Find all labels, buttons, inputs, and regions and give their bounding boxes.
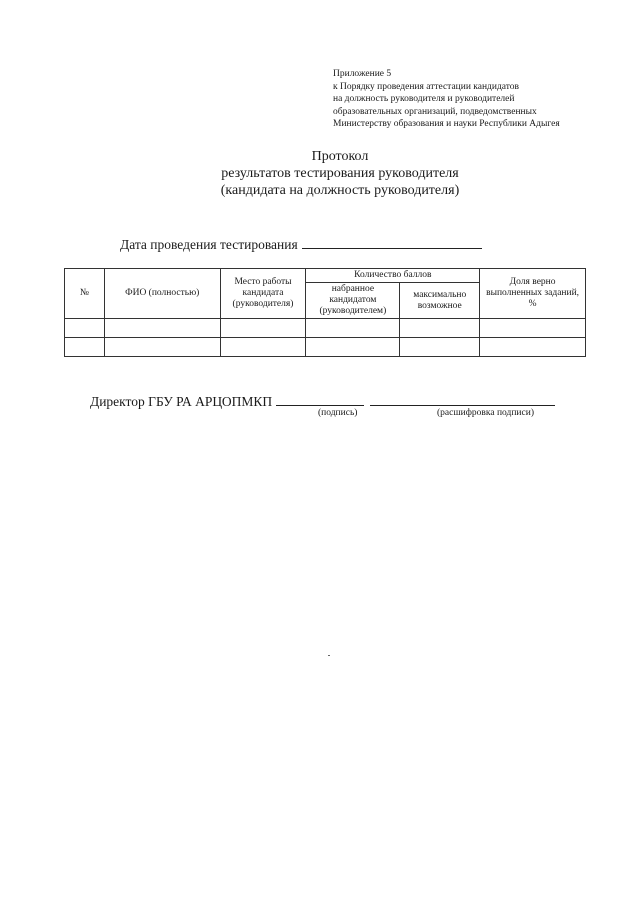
appendix-header xyxy=(333,68,633,131)
table-header-row xyxy=(65,269,586,283)
title-line-1: Протокол xyxy=(311,149,369,164)
header-fio: ФИО (полностью) xyxy=(104,269,220,319)
table-row xyxy=(65,319,586,338)
table-cell xyxy=(480,338,586,357)
table-cell xyxy=(400,338,480,357)
header-score-group: Количество баллов xyxy=(306,269,480,283)
appendix-line: Приложение 5 xyxy=(333,69,392,79)
title-line-3: (кандидата на должность руководителя) xyxy=(220,183,460,198)
scan-speck xyxy=(328,655,330,656)
title-line-2: результатов тестирования руководителя xyxy=(221,166,459,181)
header-score-scored: набранное кандидатом (руководителем) xyxy=(306,283,400,319)
table-cell xyxy=(104,319,220,338)
document-title xyxy=(150,148,530,199)
appendix-line: Министерству образования и науки Республики Адыгея xyxy=(333,119,560,129)
test-date-label: Дата проведения тестирования xyxy=(120,237,298,252)
test-date-row xyxy=(120,235,482,253)
signature-caption: (подпись) xyxy=(318,408,358,418)
signature-label: Директор ГБУ РА АРЦОПМКП xyxy=(90,394,273,409)
results-table xyxy=(64,268,586,357)
appendix-line: на должность руководителя и руководителей xyxy=(333,94,515,104)
header-share: Доля верно выполненных заданий, % xyxy=(480,269,586,319)
signature-decoding-caption: (расшифровка подписи) xyxy=(437,408,534,418)
table-cell xyxy=(104,338,220,357)
table-row xyxy=(65,338,586,357)
header-number: № xyxy=(65,269,105,319)
appendix-line: образовательных организаций, подведомственных xyxy=(333,106,537,117)
table-cell xyxy=(65,319,105,338)
table-cell xyxy=(480,319,586,338)
header-score-max: максимально возможное xyxy=(400,283,480,319)
appendix-line: к Порядку проведения аттестации кандидатов xyxy=(333,81,520,92)
table-cell xyxy=(220,338,306,357)
test-date-blank-line xyxy=(302,235,482,249)
table-cell xyxy=(65,338,105,357)
table-cell xyxy=(400,319,480,338)
signature-decoding-blank-line xyxy=(370,392,555,406)
table-cell xyxy=(220,319,306,338)
signature-blank-line xyxy=(276,392,364,406)
table-cell xyxy=(306,338,400,357)
table-cell xyxy=(306,319,400,338)
header-workplace: Место работы кандидата (руководителя) xyxy=(220,269,306,319)
